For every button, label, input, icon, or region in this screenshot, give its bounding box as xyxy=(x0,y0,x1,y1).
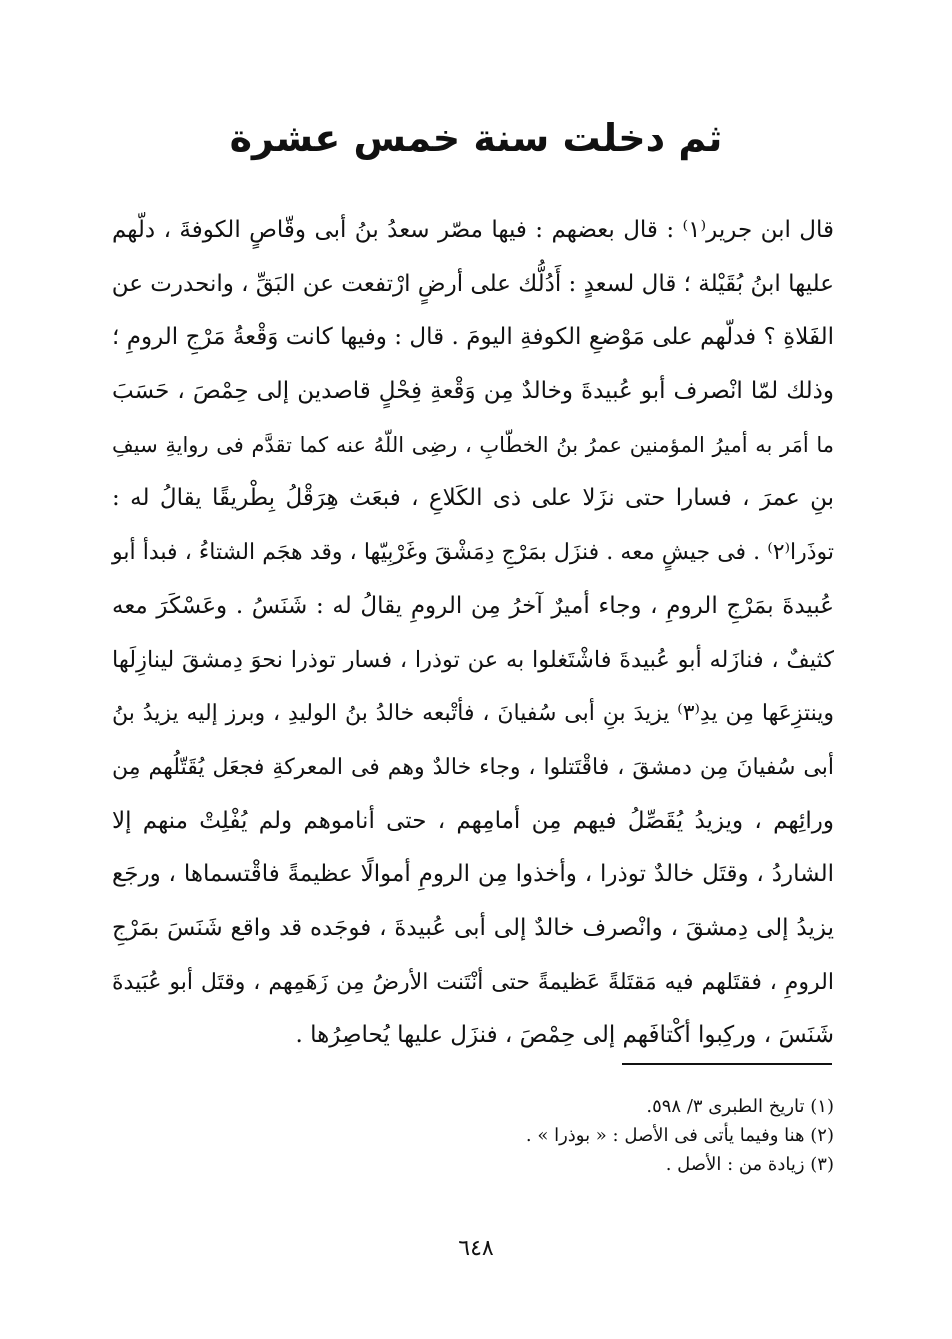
text-line: توذَرا⁽٢⁾ . فى جيشٍ معه . فنزَل بمَرْجِ دِمَشْقَ وغَرْبِيّها ، وقد هجَم الشتاءُ ، فبدأ أبو xyxy=(112,540,834,566)
text-line: عليها ابنُ بُقَيْلة ؛ قال لسعدٍ : أَدُلُّك على أرضٍ ارْتفعت عن البَقِّ ، وانحدرت عن xyxy=(111,270,834,297)
footnotes xyxy=(200,1092,834,1179)
footnote-separator xyxy=(622,1063,832,1065)
text-line: يزيدُ إلى دِمشقَ ، وانْصرف خالدٌ إلى أبى عُبيدةَ ، فوجَده قد واقع شَنَسَ بمَرْجِ xyxy=(112,914,834,941)
chapter-title: ثم دخلت سنة خمس عشرة xyxy=(229,116,723,160)
page-number: ٦٤٨ xyxy=(458,1236,494,1261)
footnote: (٣) زيادة من : الأصل . xyxy=(665,1154,834,1175)
text-line: عُبيدةَ بمَرْجِ الرومِ ، وجاء أميرٌ آخرُ مِن الرومِ يقالُ له : شَنَسُ . وعَسْكَرَ معه xyxy=(112,592,834,619)
text-line: الشاردُ ، وقتَل خالدٌ توذرا ، وأخذوا مِن الرومِ أموالًا عظيمةً فاقْتسماها ، ورجَع xyxy=(112,861,834,888)
text-line: الفَلاةِ ؟ فدلّهم على مَوْضعِ الكوفةِ اليومَ . قال : وفيها كانت وَقْعةُ مَرْجِ الرومِ ؛ xyxy=(112,324,834,351)
footnote: (٢) هنا وفيما يأتى فى الأصل : « بوذرا » . xyxy=(525,1125,834,1146)
text-line: شَنَسَ ، وركِبوا أكْتافَهم إلى حِمْصَ ، فنزَل عليها يُحاصِرُها . xyxy=(295,1022,834,1049)
text-line: كثيفٌ ، فنازَله أبو عُبيدةَ فاشْتَغلوا به عن توذرا ، فسار توذرا نحوَ دِمشقَ لينازِلَها xyxy=(112,646,834,673)
text-line: بنِ عمرَ ، فسارا حتى نزَلا على ذى الكَلاعِ ، فبعَث هِرَقْلُ بِطْريقًا يقالُ له : xyxy=(112,485,834,512)
footnote: (١) تاريخ الطبرى ٣/ ٥٩٨. xyxy=(646,1096,834,1117)
text-line: قال ابن جرير⁽١⁾ : قال بعضهم : فيها مصّر سعدُ بنُ أبى وقّاصٍ الكوفةَ ، دلّهم xyxy=(112,217,834,243)
text-line: الرومِ ، فقتَلهم فيه مَقتَلةً عَظيمةً حتى أنْتَنت الأرضُ مِن زَهَمِهم ، وقتَل أبو عُبَيدةَ xyxy=(112,969,834,995)
body-text xyxy=(112,204,834,1063)
text-line: وينتزِعَها مِن يدِ⁽٣⁾ يزيدَ بنِ أبى سُفيانَ ، فأتْبعه خالدُ بنُ الوليدِ ، وبرز إليه يزيدُ بنُ xyxy=(112,701,834,727)
text-line: ورائِهم ، ويزيدُ يُقَصِّلُ فيهم مِن أمامِهم ، حتى أناموهم ولم يُفْلِتْ منهم إلا xyxy=(112,807,834,834)
text-line: أبى سُفيانَ مِن دمشقَ ، فاقْتَتلوا ، وجاء خالدٌ وهم فى المعركةِ فجعَل يُقَتّلُهم مِن xyxy=(112,754,834,780)
text-line: ما أمَر به أميرُ المؤمنين عمرُ بنُ الخطّابِ ، رضِى اللّهُ عنه كما تقدَّم فى روايةِ سيفِ xyxy=(112,432,834,457)
text-line: وذلك لمّا انْصرف أبو عُبيدةَ وخالدٌ مِن وَقْعةِ فِحْلٍ قاصدين إلى حِمْصَ ، حَسَبَ xyxy=(112,378,834,405)
